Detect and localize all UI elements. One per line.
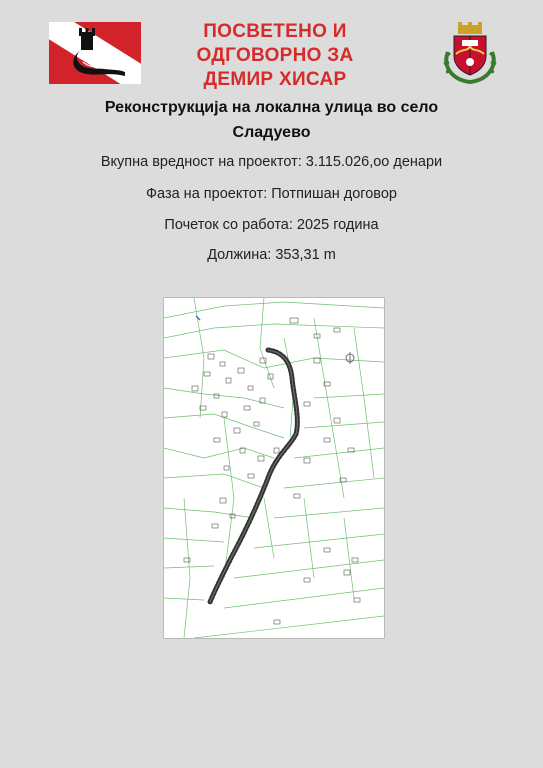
slogan-line-3: ДЕМИР ХИСАР xyxy=(203,69,347,90)
coat-of-arms-icon xyxy=(440,22,500,84)
slogan-line-1: ПОСВЕТЕНО И xyxy=(203,21,347,42)
cadastral-map xyxy=(163,297,385,639)
project-start: Почеток со работа: 2025 година xyxy=(164,217,379,233)
municipality-flag-logo xyxy=(49,22,141,84)
slogan-line-2: ОДГОВОРНО ЗА xyxy=(196,45,354,66)
project-title-line-2: Сладуево xyxy=(232,124,311,141)
project-title-line-1: Реконструкција на локална улица во село xyxy=(104,99,439,116)
slogan xyxy=(170,20,380,92)
tower-river-emblem-icon xyxy=(59,26,131,80)
project-length: Должина: 353,31 m xyxy=(207,247,336,263)
project-title xyxy=(40,95,503,145)
project-value: Вкупна вредност на проектот: 3.115.026,оо денари xyxy=(100,154,443,170)
project-phase: Фаза на проектот: Потпишан договор xyxy=(146,186,397,202)
cadastral-road-plan xyxy=(164,298,384,638)
